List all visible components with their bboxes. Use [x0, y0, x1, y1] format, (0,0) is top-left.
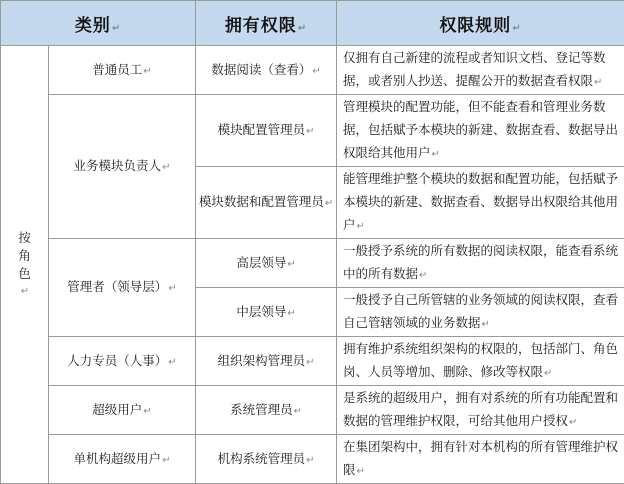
category-cell: 业务模块负责人↵	[49, 95, 196, 239]
permission-cell: 机构系统管理员↵	[196, 435, 337, 484]
rule-cell: 在集团架构中，拥有针对本机构的所有管理维护权限↵	[337, 435, 624, 484]
header-category: 类别↵	[1, 1, 196, 46]
category-cell: 人力专员（人事）↵	[49, 337, 196, 386]
table-row	[1, 239, 624, 288]
table-row	[1, 46, 624, 95]
by-role-label: 按 角 色 ↵	[1, 46, 49, 484]
rule-cell: 仅拥有自己新建的流程或者知识文档、登记等数据，或者别人抄送、提醒公开的数据查看权限↵	[337, 46, 624, 95]
table-row	[1, 337, 624, 386]
permission-cell: 模块配置管理员↵	[196, 95, 337, 167]
rule-cell: 一般授予自己所管辖的业务领域的阅读权限，查看自己管辖领域的业务数据↵	[337, 288, 624, 337]
category-cell: 普通员工↵	[49, 46, 196, 95]
table-row	[1, 95, 624, 167]
rule-cell: 是系统的超级用户，拥有对系统的所有功能配置和数据的管理维护权限，可给其他用户授权↵	[337, 386, 624, 435]
header-row	[1, 1, 624, 46]
category-cell: 单机构超级用户↵	[49, 435, 196, 484]
category-cell: 超级用户↵	[49, 386, 196, 435]
permission-cell: 组织架构管理员↵	[196, 337, 337, 386]
rule-cell: 拥有维护系统组织架构的权限的，包括部门、角色岗、人员等增加、删除、修改等权限↵	[337, 337, 624, 386]
rule-cell: 能管理维护整个模块的数据和配置功能，包括赋予本模块的新建、数据查看、数据导出权限给其他用户↵	[337, 167, 624, 239]
permission-cell: 高层领导↵	[196, 239, 337, 288]
permission-cell: 系统管理员↵	[196, 386, 337, 435]
table-row	[1, 386, 624, 435]
header-rules: 权限规则↵	[337, 1, 624, 46]
rule-cell: 管理模块的配置功能，但不能查看和管理业务数据，包括赋予本模块的新建、数据查看、数据导出权限给其他用户↵	[337, 95, 624, 167]
table-row	[1, 435, 624, 484]
category-cell: 管理者（领导层）↵	[49, 239, 196, 337]
permission-cell: 中层领导↵	[196, 288, 337, 337]
rule-cell: 一般授予系统的所有数据的阅读权限，能查看系统中的所有数据↵	[337, 239, 624, 288]
header-permission: 拥有权限↵	[196, 1, 337, 46]
permission-cell: 数据阅读（查看）↵	[196, 46, 337, 95]
permission-cell: 模块数据和配置管理员↵	[196, 167, 337, 239]
